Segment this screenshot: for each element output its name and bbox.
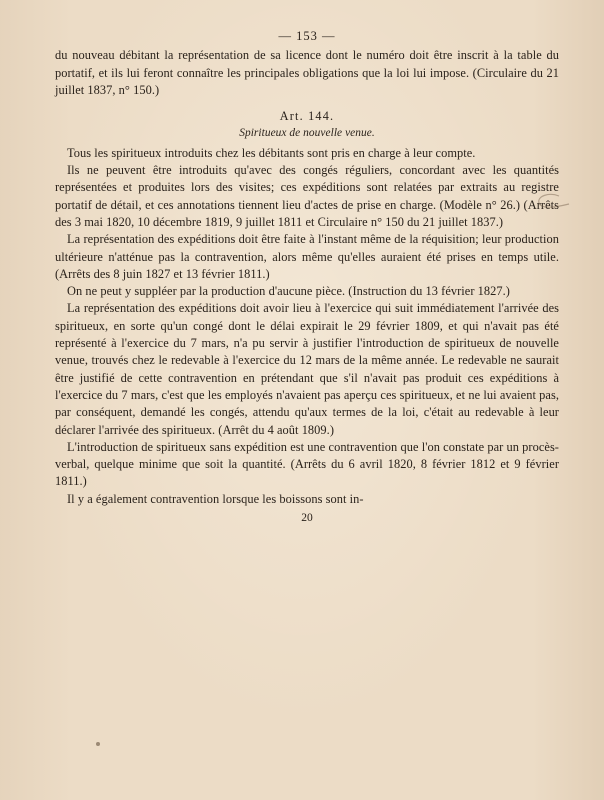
paragraph-5: La représentation des expéditions doit avoir lieu à l'exercice qui suit immédiatement l'arrivée des spiritueux, en sorte qu'un congé dont le délai expirait le 29 février 1809, et qui n'avait pas été représenté à l'exercice du 7 mars, n'a pu servir à justifier l'introduction de spiritueux de nouvelle venue, trouvés chez le redevable à l'exercice du 12 mars de la même année. Le redevable ne saurait être justifié de cette contravention en prétendant que s'il n'avait pas produit ces expéditions à l'exercice du 7 mars, c'est que les employés n'avaient pas aperçu ces spiritueux, et ne lui avaient pas, par conséquent, demandé les congés, attendu qu'aux termes de la loi, c'était au redevable à leur déclarer l'arrivée des spiritueux. (Arrêt du 4 août 1809.) [55, 301, 559, 437]
paragraph-4: On ne peut y suppléer par la production d'aucune pièce. (Instruction du 13 février 1827.) [67, 284, 510, 299]
paragraph-6: L'introduction de spiritueux sans expédition est une contravention que l'on constate par un procès-verbal, quelque minime que soit la quantité. (Arrêts du 6 avril 1820, 8 février 1812 et 9 février 1811.) [55, 439, 559, 489]
paper-spot [96, 742, 100, 746]
page-header: — 153 — [278, 29, 336, 43]
signature-mark: 20 [301, 512, 313, 525]
article-title: Art. 144. [279, 109, 335, 124]
paragraph-7: Il y a également contravention lorsque les boissons sont in- [67, 491, 364, 506]
margin-ink-mark-icon [531, 190, 571, 212]
paragraph-3: La représentation des expéditions doit être faite à l'instant même de la réquisition; leur production ultérieure n'atténue pas la contravention, alors même qu'elles auraient été prises en temps utile. (Arrêts des 8 juin 1827 et 13 février 1811.) [55, 232, 559, 281]
page-text [55, 28, 559, 527]
paragraph-2: Ils ne peuvent être introduits qu'avec des congés réguliers, concordant avec les quantités représentées et produites lors des visites; ces expéditions sont relatées par extraits au registre portatif de détail, et ces annotations tiennent lieu d'actes de prise en charge. (Modèle n° 26.) (Arrêts des 3 mai 1820, 10 décembre 1819, 9 juillet 1811 et Circulaire n° 150 du 21 juillet 1837.) [55, 163, 559, 229]
intro-paragraph: du nouveau débitant la représentation de sa licence dont le numéro doit être inscrit à la table du portatif, et ils lui feront connaître les principales obligations que la loi lui impose. (Circulaire du 21 juillet 1837, n° 150.) [55, 48, 559, 97]
paragraph-1: Tous les spiritueux introduits chez les débitants sont pris en charge à leur compte. [67, 145, 476, 160]
article-subtitle: Spiritueux de nouvelle venue. [239, 127, 375, 140]
